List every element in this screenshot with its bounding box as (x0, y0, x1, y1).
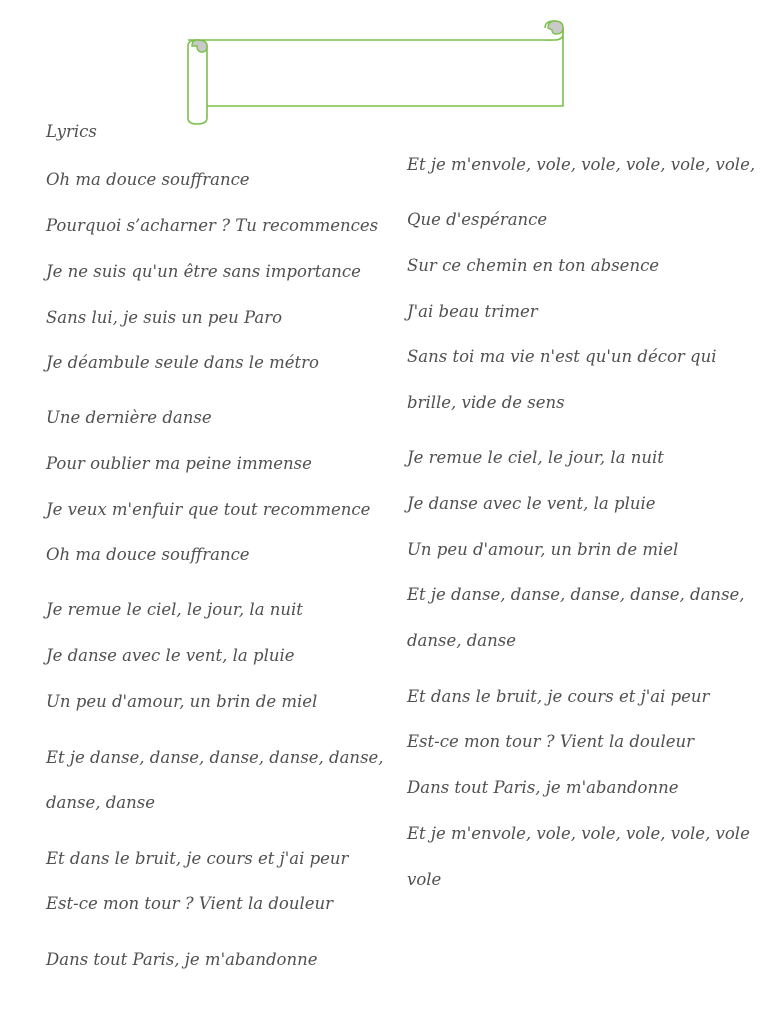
lyric-line: Sans toi ma vie n'est qu'un décor qui (407, 347, 717, 366)
lyric-line: Sans lui, je suis un peu Paro (46, 308, 283, 327)
lyric-line: Et dans le bruit, je cours et j'ai peur (46, 849, 349, 868)
lyric-line: Je remue le ciel, le jour, la nuit (407, 448, 664, 467)
lyric-line: Un peu d'amour, un brin de miel (407, 540, 679, 559)
lyric-line: Pour oublier ma peine immense (46, 454, 312, 473)
lyric-line: brille, vide de sens (407, 393, 565, 412)
lyric-line: J'ai beau trimer (407, 302, 538, 321)
lyric-line: Est-ce mon tour ? Vient la douleur (46, 894, 334, 913)
lyric-line: Et je danse, danse, danse, danse, danse, (46, 748, 384, 767)
lyric-line: Et je m'envole, vole, vole, vole, vole, vole (407, 824, 750, 843)
lyric-line: danse, danse (407, 631, 517, 650)
lyric-line: Que d'espérance (407, 210, 548, 229)
lyric-line: Pourquoi s’acharner ? Tu recommences (46, 216, 379, 235)
lyric-line: Oh ma douce souffrance (46, 170, 250, 189)
lyric-line: Est-ce mon tour ? Vient la douleur (407, 732, 695, 751)
lyric-line: danse, danse (46, 793, 156, 812)
lyric-line: Je ne suis qu'un être sans importance (46, 262, 361, 281)
lyric-line: Et je danse, danse, danse, danse, danse, (407, 585, 745, 604)
lyric-line: Je danse avec le vent, la pluie (407, 494, 656, 513)
lyric-line: Et je m'envole, vole, vole, vole, vole, vole, (407, 155, 756, 174)
lyric-line: Dans tout Paris, je m'abandonne (407, 778, 679, 797)
lyric-line: Je déambule seule dans le métro (46, 353, 319, 372)
lyric-line: Je veux m'enfuir que tout recommence (46, 500, 371, 519)
lyric-line: Sur ce chemin en ton absence (407, 256, 660, 275)
lyric-line: Un peu d'amour, un brin de miel (46, 692, 318, 711)
lyrics-heading: Lyrics (46, 122, 97, 141)
lyric-line: Et dans le bruit, je cours et j'ai peur (407, 687, 710, 706)
lyric-line: Dans tout Paris, je m'abandonne (46, 950, 318, 969)
scroll-banner-icon (180, 16, 572, 128)
lyric-line: Je remue le ciel, le jour, la nuit (46, 600, 303, 619)
lyric-line: Une dernière danse (46, 408, 212, 427)
lyric-line: Oh ma douce souffrance (46, 545, 250, 564)
lyric-line: vole (407, 870, 442, 889)
lyric-line: Je danse avec le vent, la pluie (46, 646, 295, 665)
